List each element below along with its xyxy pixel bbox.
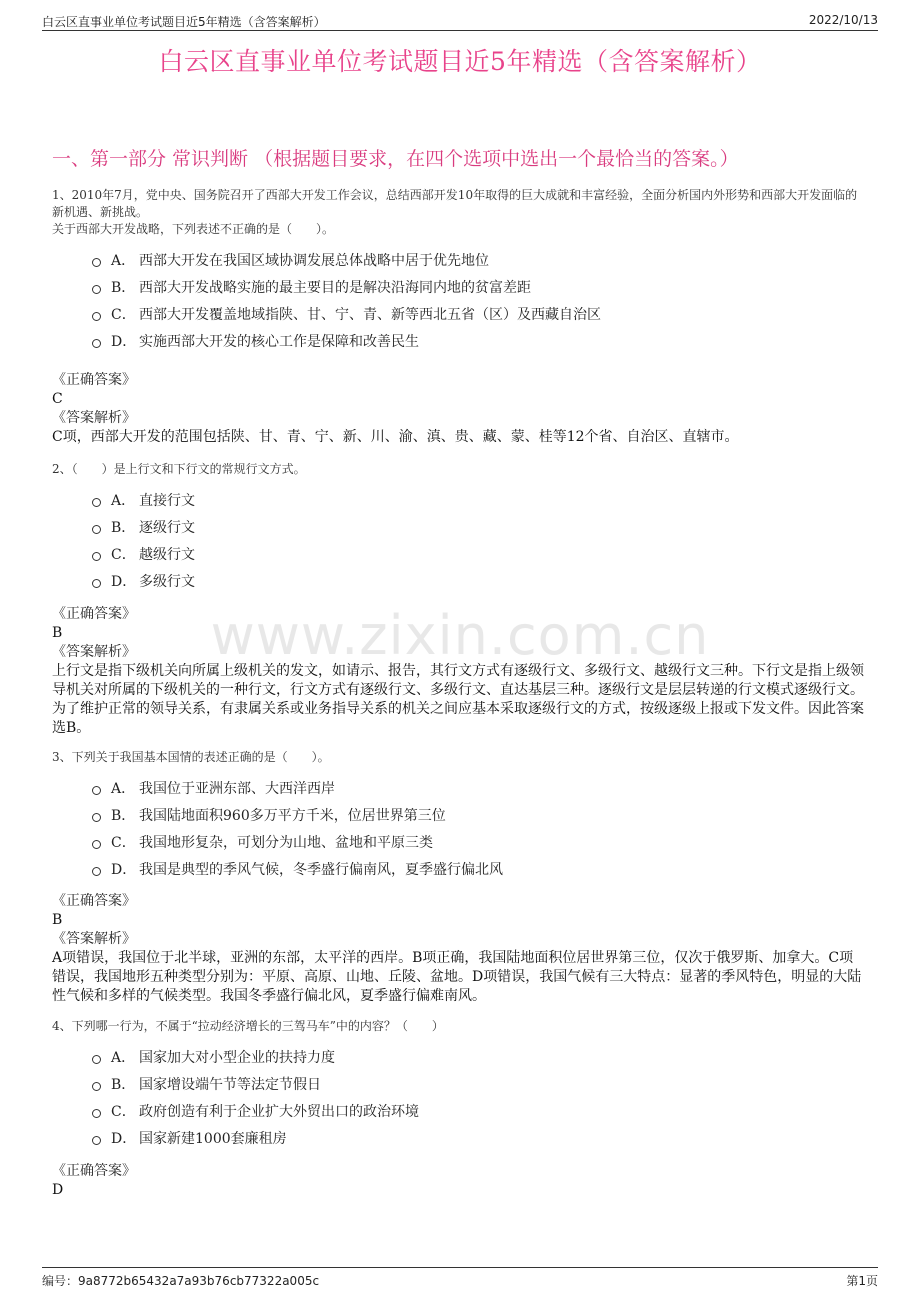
analysis-label: 《答案解析》	[52, 931, 136, 947]
radio-icon[interactable]	[92, 840, 101, 849]
analysis-label: 《答案解析》	[52, 644, 136, 660]
question-stem: 1、2010年7月，党中央、国务院召开了西部大开发工作会议，总结西部开发10年取得的巨大成就和丰富经验，全面分析国内外形势和西部大开发面临的新机遇、新挑战。	[52, 188, 858, 219]
option-c[interactable]: C． 我国地形复杂，可划分为山地、盆地和平原三类	[52, 828, 867, 855]
correct-answer: C	[52, 391, 63, 407]
answer-label: 《正确答案》	[52, 372, 136, 388]
option-a[interactable]: A． 国家加大对小型企业的扶持力度	[52, 1043, 867, 1070]
radio-icon[interactable]	[92, 525, 101, 534]
radio-icon[interactable]	[92, 813, 101, 822]
radio-icon[interactable]	[92, 579, 101, 588]
answer-label: 《正确答案》	[52, 893, 136, 909]
option-c[interactable]: C． 西部大开发覆盖地域指陕、甘、宁、青、新等西北五省（区）及西藏自治区	[52, 300, 867, 327]
answer-block-1	[52, 371, 867, 447]
radio-icon[interactable]	[92, 867, 101, 876]
option-d[interactable]: D． 国家新建1000套廉租房	[52, 1124, 867, 1151]
radio-icon[interactable]	[92, 552, 101, 561]
option-b[interactable]: B． 我国陆地面积960多万平方千米，位居世界第三位	[52, 801, 867, 828]
question-stem: 4、下列哪一行为，不属于“拉动经济增长的三驾马车”中的内容？（ ）	[52, 1019, 444, 1033]
header-doc-title: 白云区直事业单位考试题目近5年精选（含答案解析）	[42, 15, 326, 29]
page-footer	[42, 1267, 878, 1290]
option-d[interactable]: D． 多级行文	[52, 567, 867, 594]
section-heading: 一、第一部分 常识判断 （根据题目要求，在四个选项中选出一个最恰当的答案。）	[52, 148, 739, 170]
correct-answer: B	[52, 625, 63, 641]
correct-answer: D	[52, 1182, 64, 1198]
option-a[interactable]: A． 西部大开发在我国区域协调发展总体战略中居于优先地位	[52, 246, 867, 273]
radio-icon[interactable]	[92, 285, 101, 294]
document-code: 编号：9a8772b65432a7a93b76cb77322a005c	[42, 1274, 320, 1288]
option-list	[52, 774, 867, 882]
radio-icon[interactable]	[92, 786, 101, 795]
radio-icon[interactable]	[92, 1109, 101, 1118]
question-3	[52, 749, 867, 882]
radio-icon[interactable]	[92, 312, 101, 321]
analysis-label: 《答案解析》	[52, 410, 136, 426]
option-b[interactable]: B． 西部大开发战略实施的最主要目的是解决沿海同内地的贫富差距	[52, 273, 867, 300]
option-c[interactable]: C． 政府创造有利于企业扩大外贸出口的政治环境	[52, 1097, 867, 1124]
correct-answer: B	[52, 912, 63, 928]
watermark: www.zixin.com.cn	[210, 604, 710, 667]
radio-icon[interactable]	[92, 1082, 101, 1091]
answer-label: 《正确答案》	[52, 606, 136, 622]
analysis-text: A项错误，我国位于北半球，亚洲的东部，太平洋的西岸。B项正确，我国陆地面积位居世界第三位，仅次于俄罗斯、加拿大。C项错误，我国地形五种类型分别为：平原、高原、山地、丘陵、盆地。D项错误，我国气候有三大特点：显著的季风特色，明显的大陆性气候和多样的气候类型。我国冬季盛行偏北风，夏季盛行偏难南风。	[52, 950, 862, 1004]
analysis-text: 上行文是指下级机关向所属上级机关的发文，如请示、报告，其行文方式有逐级行文、多级行文、越级行文三种。下行文是指上级领导机关对所属的下级机关的一种行文，行文方式有逐级行文、多级行文、直达基层三种。逐级行文是层层转递的行文模式逐级行文。为了维护正常的领导关系，有隶属关系或业务指导关系的机关之间应基本采取逐级行文的方式，按级逐级上报或下发文件。因此答案选B。	[52, 663, 864, 736]
option-list	[52, 1043, 867, 1151]
radio-icon[interactable]	[92, 258, 101, 267]
option-a[interactable]: A． 直接行文	[52, 486, 867, 513]
radio-icon[interactable]	[92, 498, 101, 507]
page-number: 第1页	[846, 1274, 878, 1288]
option-a[interactable]: A． 我国位于亚洲东部、大西洋西岸	[52, 774, 867, 801]
question-1	[52, 187, 867, 354]
option-list	[52, 246, 867, 354]
option-b[interactable]: B． 逐级行文	[52, 513, 867, 540]
option-d[interactable]: D． 实施西部大开发的核心工作是保障和改善民生	[52, 327, 867, 354]
question-prompt: 关于西部大开发战略，下列表述不正确的是（ ）。	[52, 222, 335, 236]
analysis-text: C项，西部大开发的范围包括陕、甘、青、宁、新、川、渝、滇、贵、藏、蒙、桂等12个省、自治区、直辖市。	[52, 429, 739, 445]
question-stem: 2、（ ）是上行文和下行文的常规行文方式。	[52, 462, 306, 476]
option-b[interactable]: B． 国家增设端午节等法定节假日	[52, 1070, 867, 1097]
header-date: 2022/10/13	[808, 13, 878, 27]
answer-label: 《正确答案》	[52, 1163, 136, 1179]
question-4	[52, 1018, 867, 1151]
answer-block-4	[52, 1162, 867, 1200]
answer-block-3	[52, 892, 867, 1006]
option-c[interactable]: C． 越级行文	[52, 540, 867, 567]
radio-icon[interactable]	[92, 1136, 101, 1145]
question-2	[52, 461, 867, 594]
page-header	[42, 10, 878, 31]
question-stem: 3、下列关于我国基本国情的表述正确的是（ ）。	[52, 750, 330, 764]
radio-icon[interactable]	[92, 339, 101, 348]
option-list	[52, 486, 867, 594]
option-d[interactable]: D． 我国是典型的季风气候，冬季盛行偏南风，夏季盛行偏北风	[52, 855, 867, 882]
answer-block-2	[52, 605, 867, 738]
document-title: 白云区直事业单位考试题目近5年精选（含答案解析）	[158, 47, 762, 76]
radio-icon[interactable]	[92, 1055, 101, 1064]
